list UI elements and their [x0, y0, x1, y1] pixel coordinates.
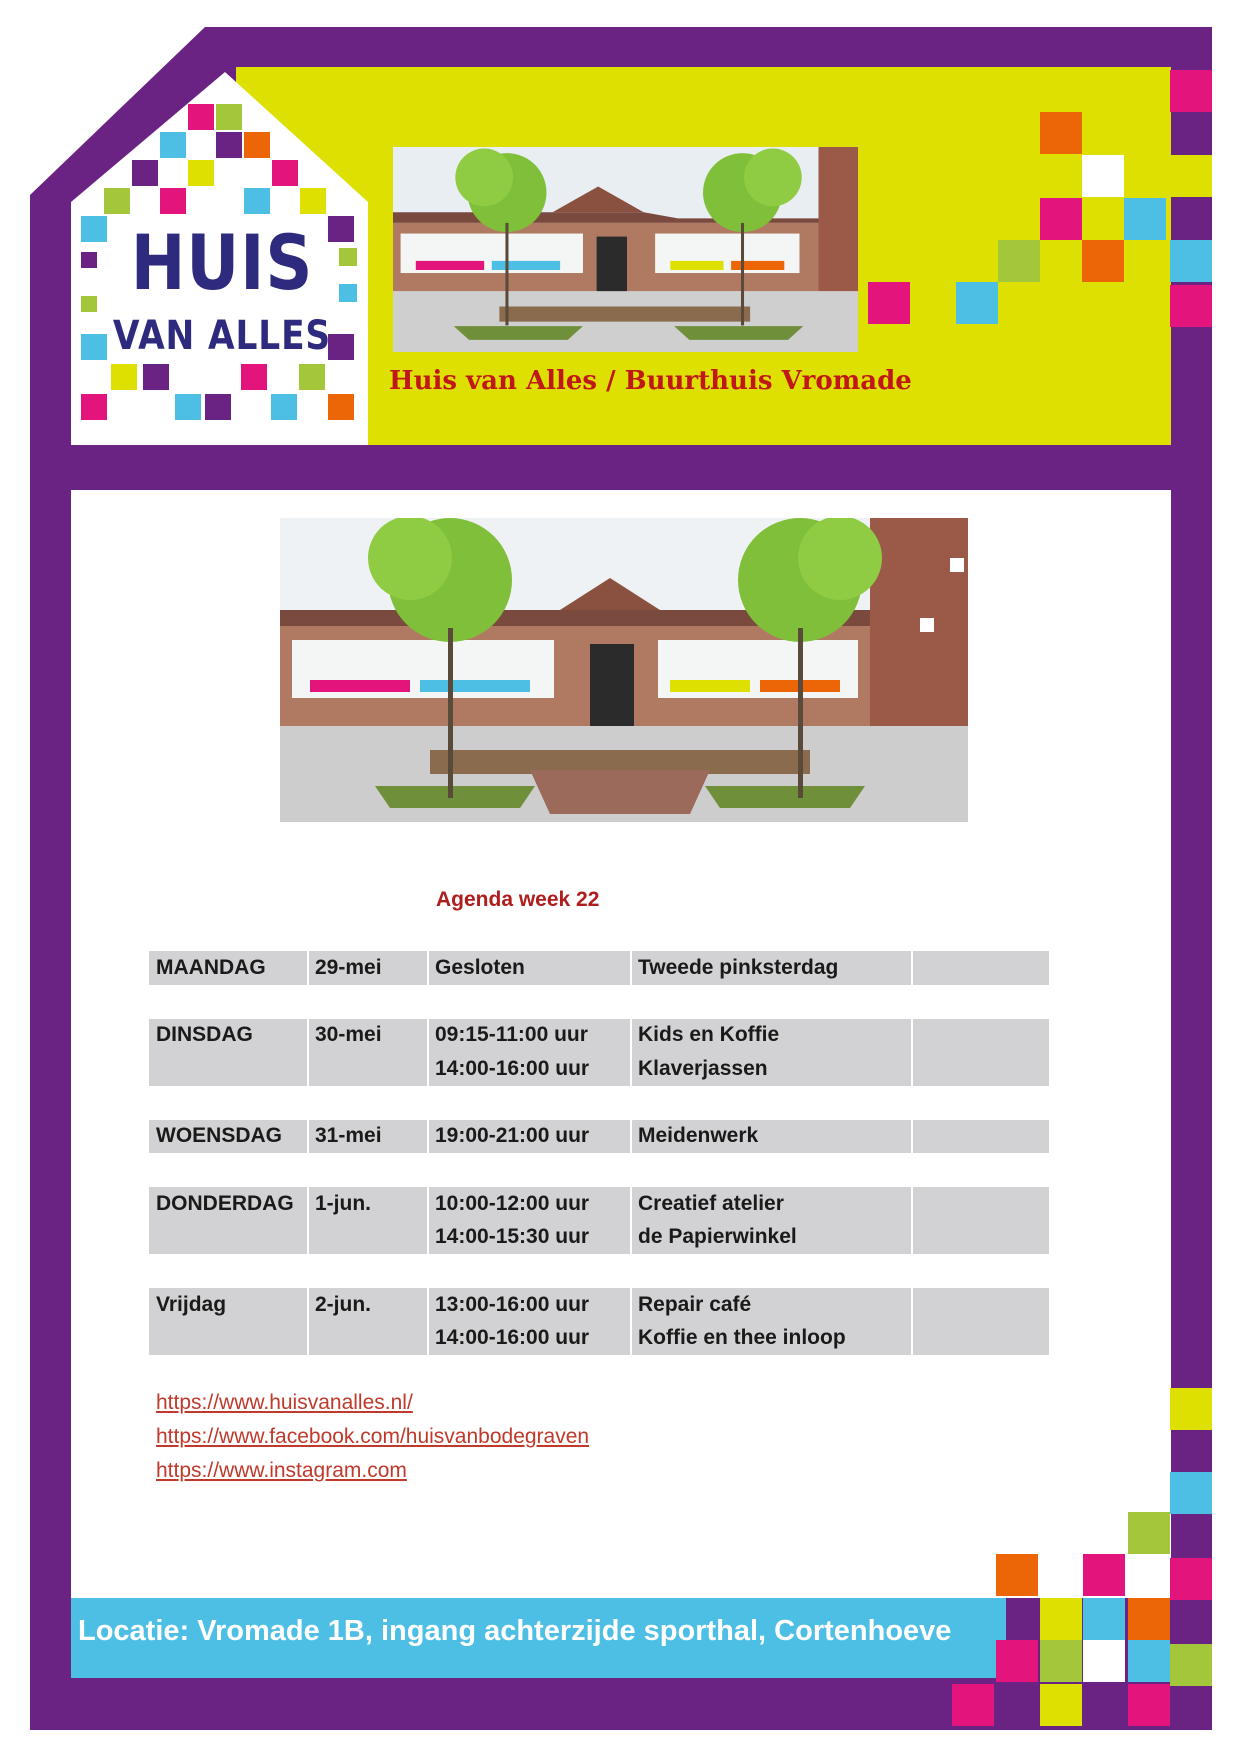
activity: de Papierwinkel	[638, 1225, 797, 1249]
day-date: 31-mei	[315, 1124, 382, 1148]
day-date: 30-mei	[315, 1023, 382, 1047]
agenda-title: Agenda week 22	[436, 888, 600, 911]
website-link[interactable]: https://www.huisvanalles.nl/	[156, 1391, 413, 1414]
day-date: 1-jun.	[315, 1191, 371, 1215]
agenda-row	[149, 951, 1049, 985]
building-photo	[280, 518, 968, 822]
activity: Klaverjassen	[638, 1056, 768, 1080]
time-slot: 10:00-12:00 uur	[435, 1191, 590, 1215]
agenda-day-dinsdag	[149, 1019, 1049, 1086]
day-name: WOENSDAG	[156, 1124, 282, 1148]
time-slot: 09:15-11:00 uur	[435, 1023, 588, 1047]
agenda-day-donderdag	[149, 1187, 1049, 1254]
activity: Creatief atelier	[638, 1191, 784, 1215]
time-slot: 14:00-15:30 uur	[435, 1225, 590, 1249]
time-slot: 14:00-16:00 uur	[435, 1326, 590, 1350]
agenda-day-vrijdag	[149, 1288, 1049, 1355]
activity: Kids en Koffie	[638, 1023, 780, 1047]
activity: Koffie en thee inloop	[638, 1326, 846, 1350]
logo-van-alles-text: VAN ALLES	[112, 313, 332, 359]
agenda-table	[149, 951, 1049, 1389]
day-date: 29-mei	[315, 955, 382, 979]
day-date: 2-jun.	[315, 1292, 371, 1316]
day-name: DONDERDAG	[156, 1191, 294, 1215]
agenda-row	[149, 1120, 1049, 1154]
activity: Tweede pinksterdag	[638, 955, 839, 979]
agenda-row	[149, 1288, 1049, 1322]
day-name: DINSDAG	[156, 1023, 253, 1047]
agenda-row	[149, 1019, 1049, 1053]
day-name: MAANDAG	[156, 955, 266, 979]
agenda-row	[149, 1221, 1049, 1255]
day-name: Vrijdag	[156, 1292, 227, 1316]
instagram-link[interactable]: https://www.instagram.com	[156, 1459, 407, 1482]
header-title: Huis van Alles / Buurthuis Vromade	[389, 366, 912, 396]
time-slot: Gesloten	[435, 955, 525, 979]
location-text: Locatie: Vromade 1B, ingang achterzijde sporthal, Cortenhoeve	[78, 1615, 952, 1647]
activity: Meidenwerk	[638, 1124, 759, 1148]
agenda-day-maandag	[149, 951, 1049, 985]
facebook-link[interactable]: https://www.facebook.com/huisvanbodegraven	[156, 1425, 590, 1448]
header-building-photo	[393, 147, 858, 352]
agenda-row	[149, 1322, 1049, 1356]
agenda-row	[149, 1187, 1049, 1221]
agenda-row	[149, 1052, 1049, 1086]
links-list	[156, 1386, 589, 1488]
time-slot: 14:00-16:00 uur	[435, 1056, 590, 1080]
logo-huis-text: HUIS	[130, 218, 314, 307]
activity: Repair café	[638, 1292, 752, 1316]
agenda-day-woensdag	[149, 1120, 1049, 1154]
time-slot: 19:00-21:00 uur	[435, 1124, 590, 1148]
time-slot: 13:00-16:00 uur	[435, 1292, 590, 1316]
